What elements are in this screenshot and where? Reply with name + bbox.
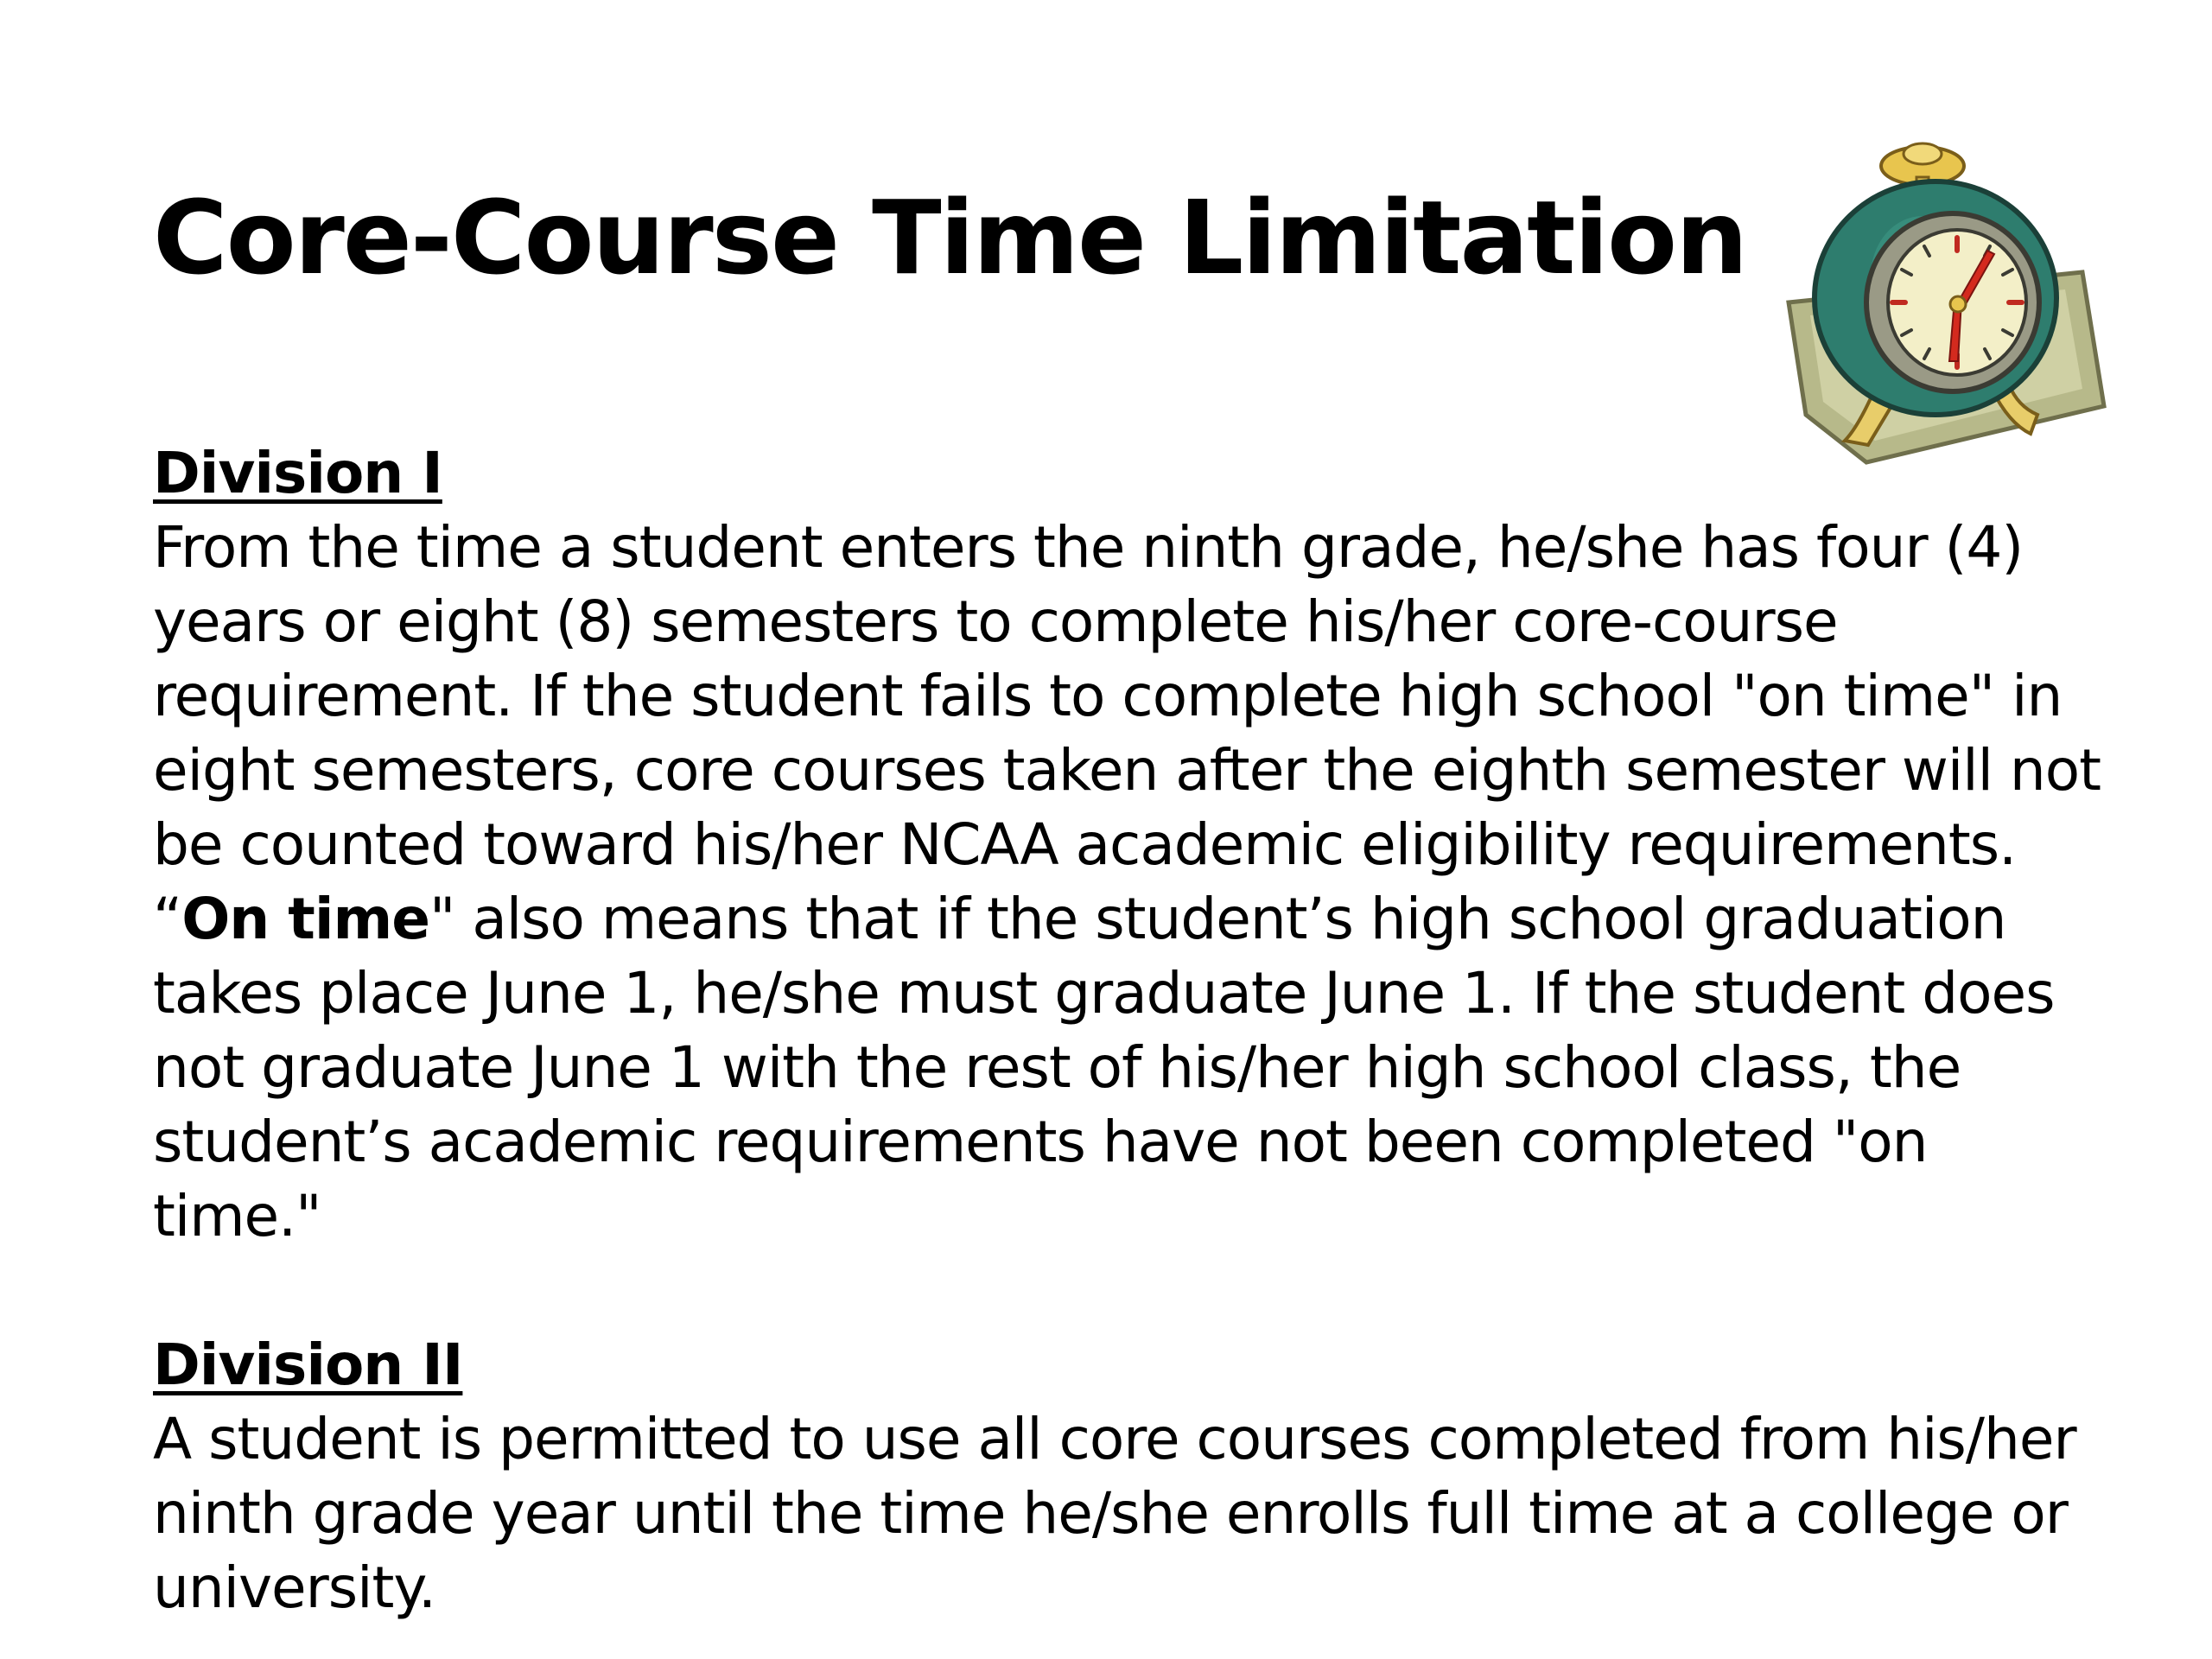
slide-title: Core-Course Time Limitation — [153, 178, 1747, 297]
section-spacer — [153, 1254, 2106, 1328]
on-time-term: On time — [181, 886, 429, 952]
alarm-clock-icon — [1771, 130, 2108, 467]
slide-body — [153, 436, 2106, 1625]
division-1-text-part1: From the time a student enters the ninth grade, he/she has four (4) years or eight (8) semesters to complete his/her core-course requirement. If the student fails to complete high school "on time" in eight semesters, core courses taken after the eighth semester will not be counted toward his/her NCAA academic eligibility requirements. — [153, 514, 2101, 878]
division-1-heading: Division I — [153, 440, 442, 506]
division-1-text-part2: " also means that if the student’s high school graduation takes place June 1, he/she must graduate June 1. If the student does not graduate June 1 with the rest of his/her high school class, the student’s academic requirements have not been completed "on time." — [153, 886, 2055, 1249]
division-2-heading: Division II — [153, 1332, 463, 1398]
division-2-text: A student is permitted to use all core courses completed from his/her ninth grade year until the time he/she enrolls full time at a college or university. — [153, 1406, 2076, 1621]
open-quote: “ — [153, 886, 182, 952]
division-1-text — [153, 511, 2106, 1254]
